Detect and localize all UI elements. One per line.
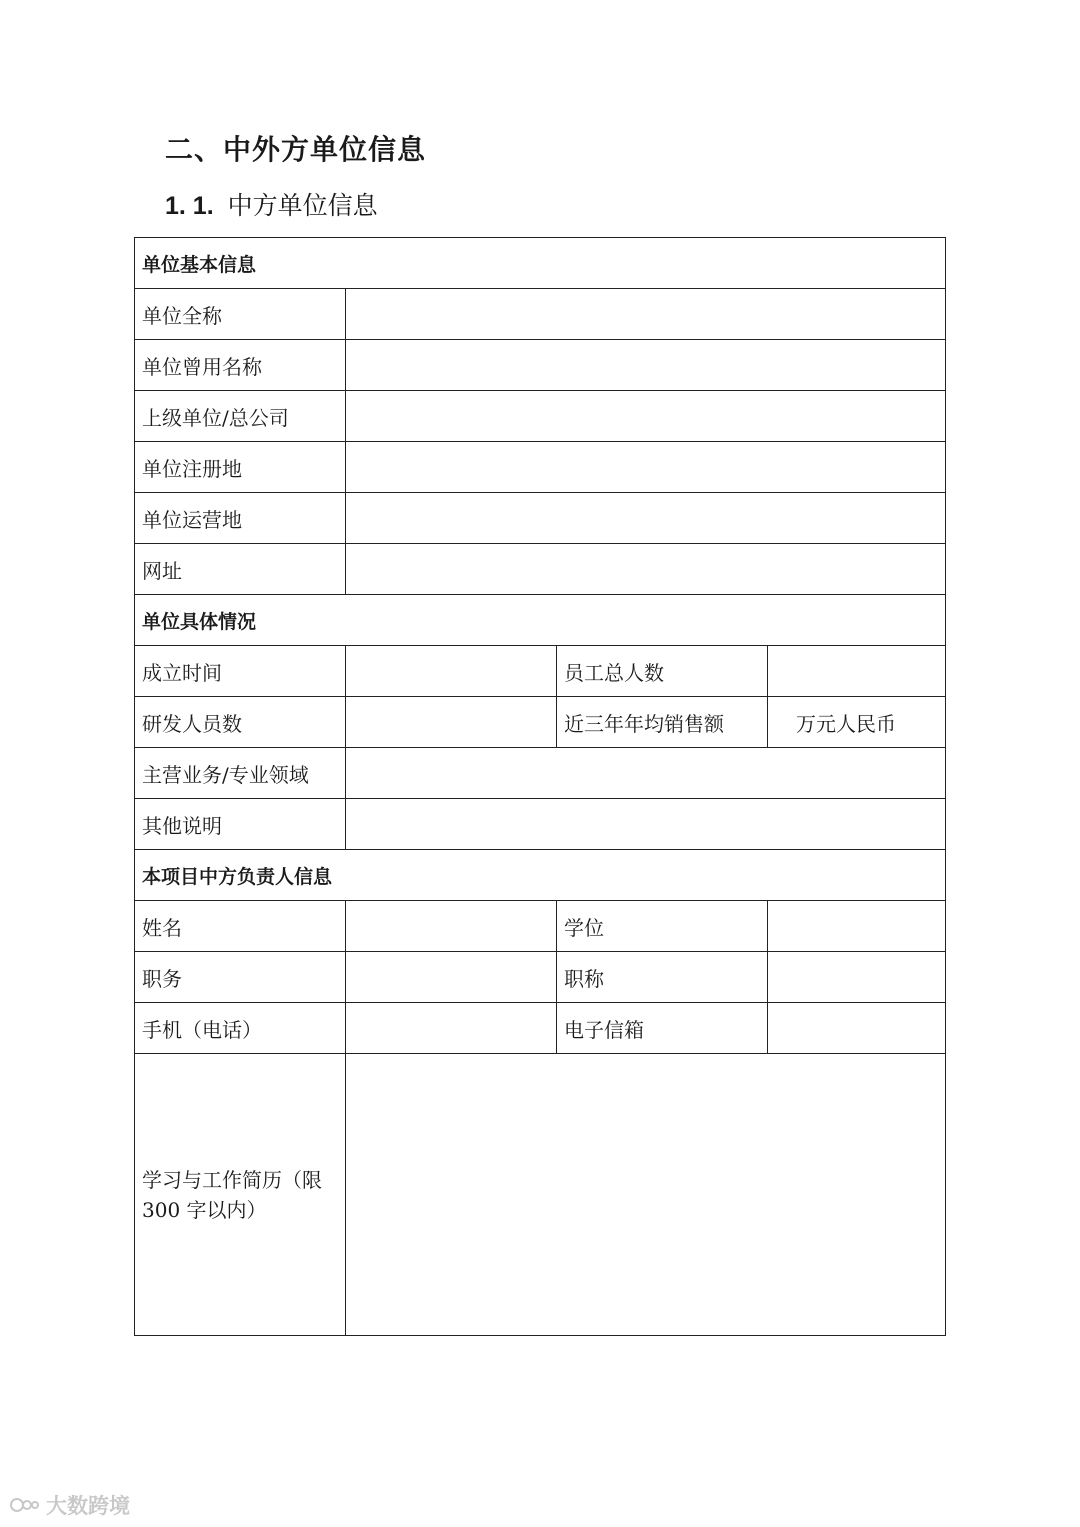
phone-field[interactable] [346, 1003, 557, 1054]
sales-unit-cell[interactable]: 万元人民币 [768, 697, 946, 748]
registered-place-field[interactable] [346, 442, 946, 493]
table-row [135, 493, 946, 544]
subsection-number: 1. 1. [165, 192, 214, 220]
main-business-field[interactable] [346, 748, 946, 799]
table-row [135, 646, 946, 697]
table-row [135, 697, 946, 748]
total-staff-label: 员工总人数 [557, 646, 768, 697]
other-notes-field[interactable] [346, 799, 946, 850]
basic-info-header: 单位基本信息 [135, 238, 946, 289]
table-row [135, 748, 946, 799]
subsection-title-text: 中方单位信息 [227, 191, 378, 220]
website-label: 网址 [135, 544, 346, 595]
former-name-field[interactable] [346, 340, 946, 391]
table-row [135, 442, 946, 493]
website-field[interactable] [346, 544, 946, 595]
table-row [135, 952, 946, 1003]
table-row [135, 544, 946, 595]
total-staff-field[interactable] [768, 646, 946, 697]
former-name-label: 单位曾用名称 [135, 340, 346, 391]
table-row [135, 901, 946, 952]
degree-field[interactable] [768, 901, 946, 952]
rd-staff-label: 研发人员数 [135, 697, 346, 748]
full-name-field[interactable] [346, 289, 946, 340]
operating-place-field[interactable] [346, 493, 946, 544]
leader-header: 本项目中方负责人信息 [135, 850, 946, 901]
email-field[interactable] [768, 1003, 946, 1054]
full-name-label: 单位全称 [135, 289, 346, 340]
name-field[interactable] [346, 901, 557, 952]
table-row [135, 1054, 946, 1336]
position-label: 职务 [135, 952, 346, 1003]
table-row [135, 391, 946, 442]
watermark-text: 大数跨境 [46, 1494, 130, 1518]
table-row [135, 850, 946, 901]
brand-logo-icon [10, 1495, 40, 1515]
subsection-title [165, 186, 378, 222]
other-notes-label: 其他说明 [135, 799, 346, 850]
table-row [135, 289, 946, 340]
section-title: 二、中外方单位信息 [165, 133, 427, 166]
table-row [135, 595, 946, 646]
resume-field[interactable] [346, 1054, 946, 1336]
degree-label: 学位 [557, 901, 768, 952]
position-field[interactable] [346, 952, 557, 1003]
title-label: 职称 [557, 952, 768, 1003]
rd-staff-field[interactable] [346, 697, 557, 748]
registered-place-label: 单位注册地 [135, 442, 346, 493]
title-field[interactable] [768, 952, 946, 1003]
table-row [135, 238, 946, 289]
parent-company-label: 上级单位/总公司 [135, 391, 346, 442]
operating-place-label: 单位运营地 [135, 493, 346, 544]
watermark [10, 1490, 130, 1520]
table-row [135, 340, 946, 391]
established-field[interactable] [346, 646, 557, 697]
phone-label: 手机（电话） [135, 1003, 346, 1054]
main-business-label: 主营业务/专业领域 [135, 748, 346, 799]
established-label: 成立时间 [135, 646, 346, 697]
resume-label: 学习与工作简历（限 300 字以内） [135, 1054, 346, 1336]
email-label: 电子信箱 [557, 1003, 768, 1054]
details-header: 单位具体情况 [135, 595, 946, 646]
table-row [135, 1003, 946, 1054]
table-row [135, 799, 946, 850]
parent-company-field[interactable] [346, 391, 946, 442]
unit-info-table [134, 237, 946, 1336]
avg-sales-label: 近三年年均销售额 [557, 697, 768, 748]
name-label: 姓名 [135, 901, 346, 952]
